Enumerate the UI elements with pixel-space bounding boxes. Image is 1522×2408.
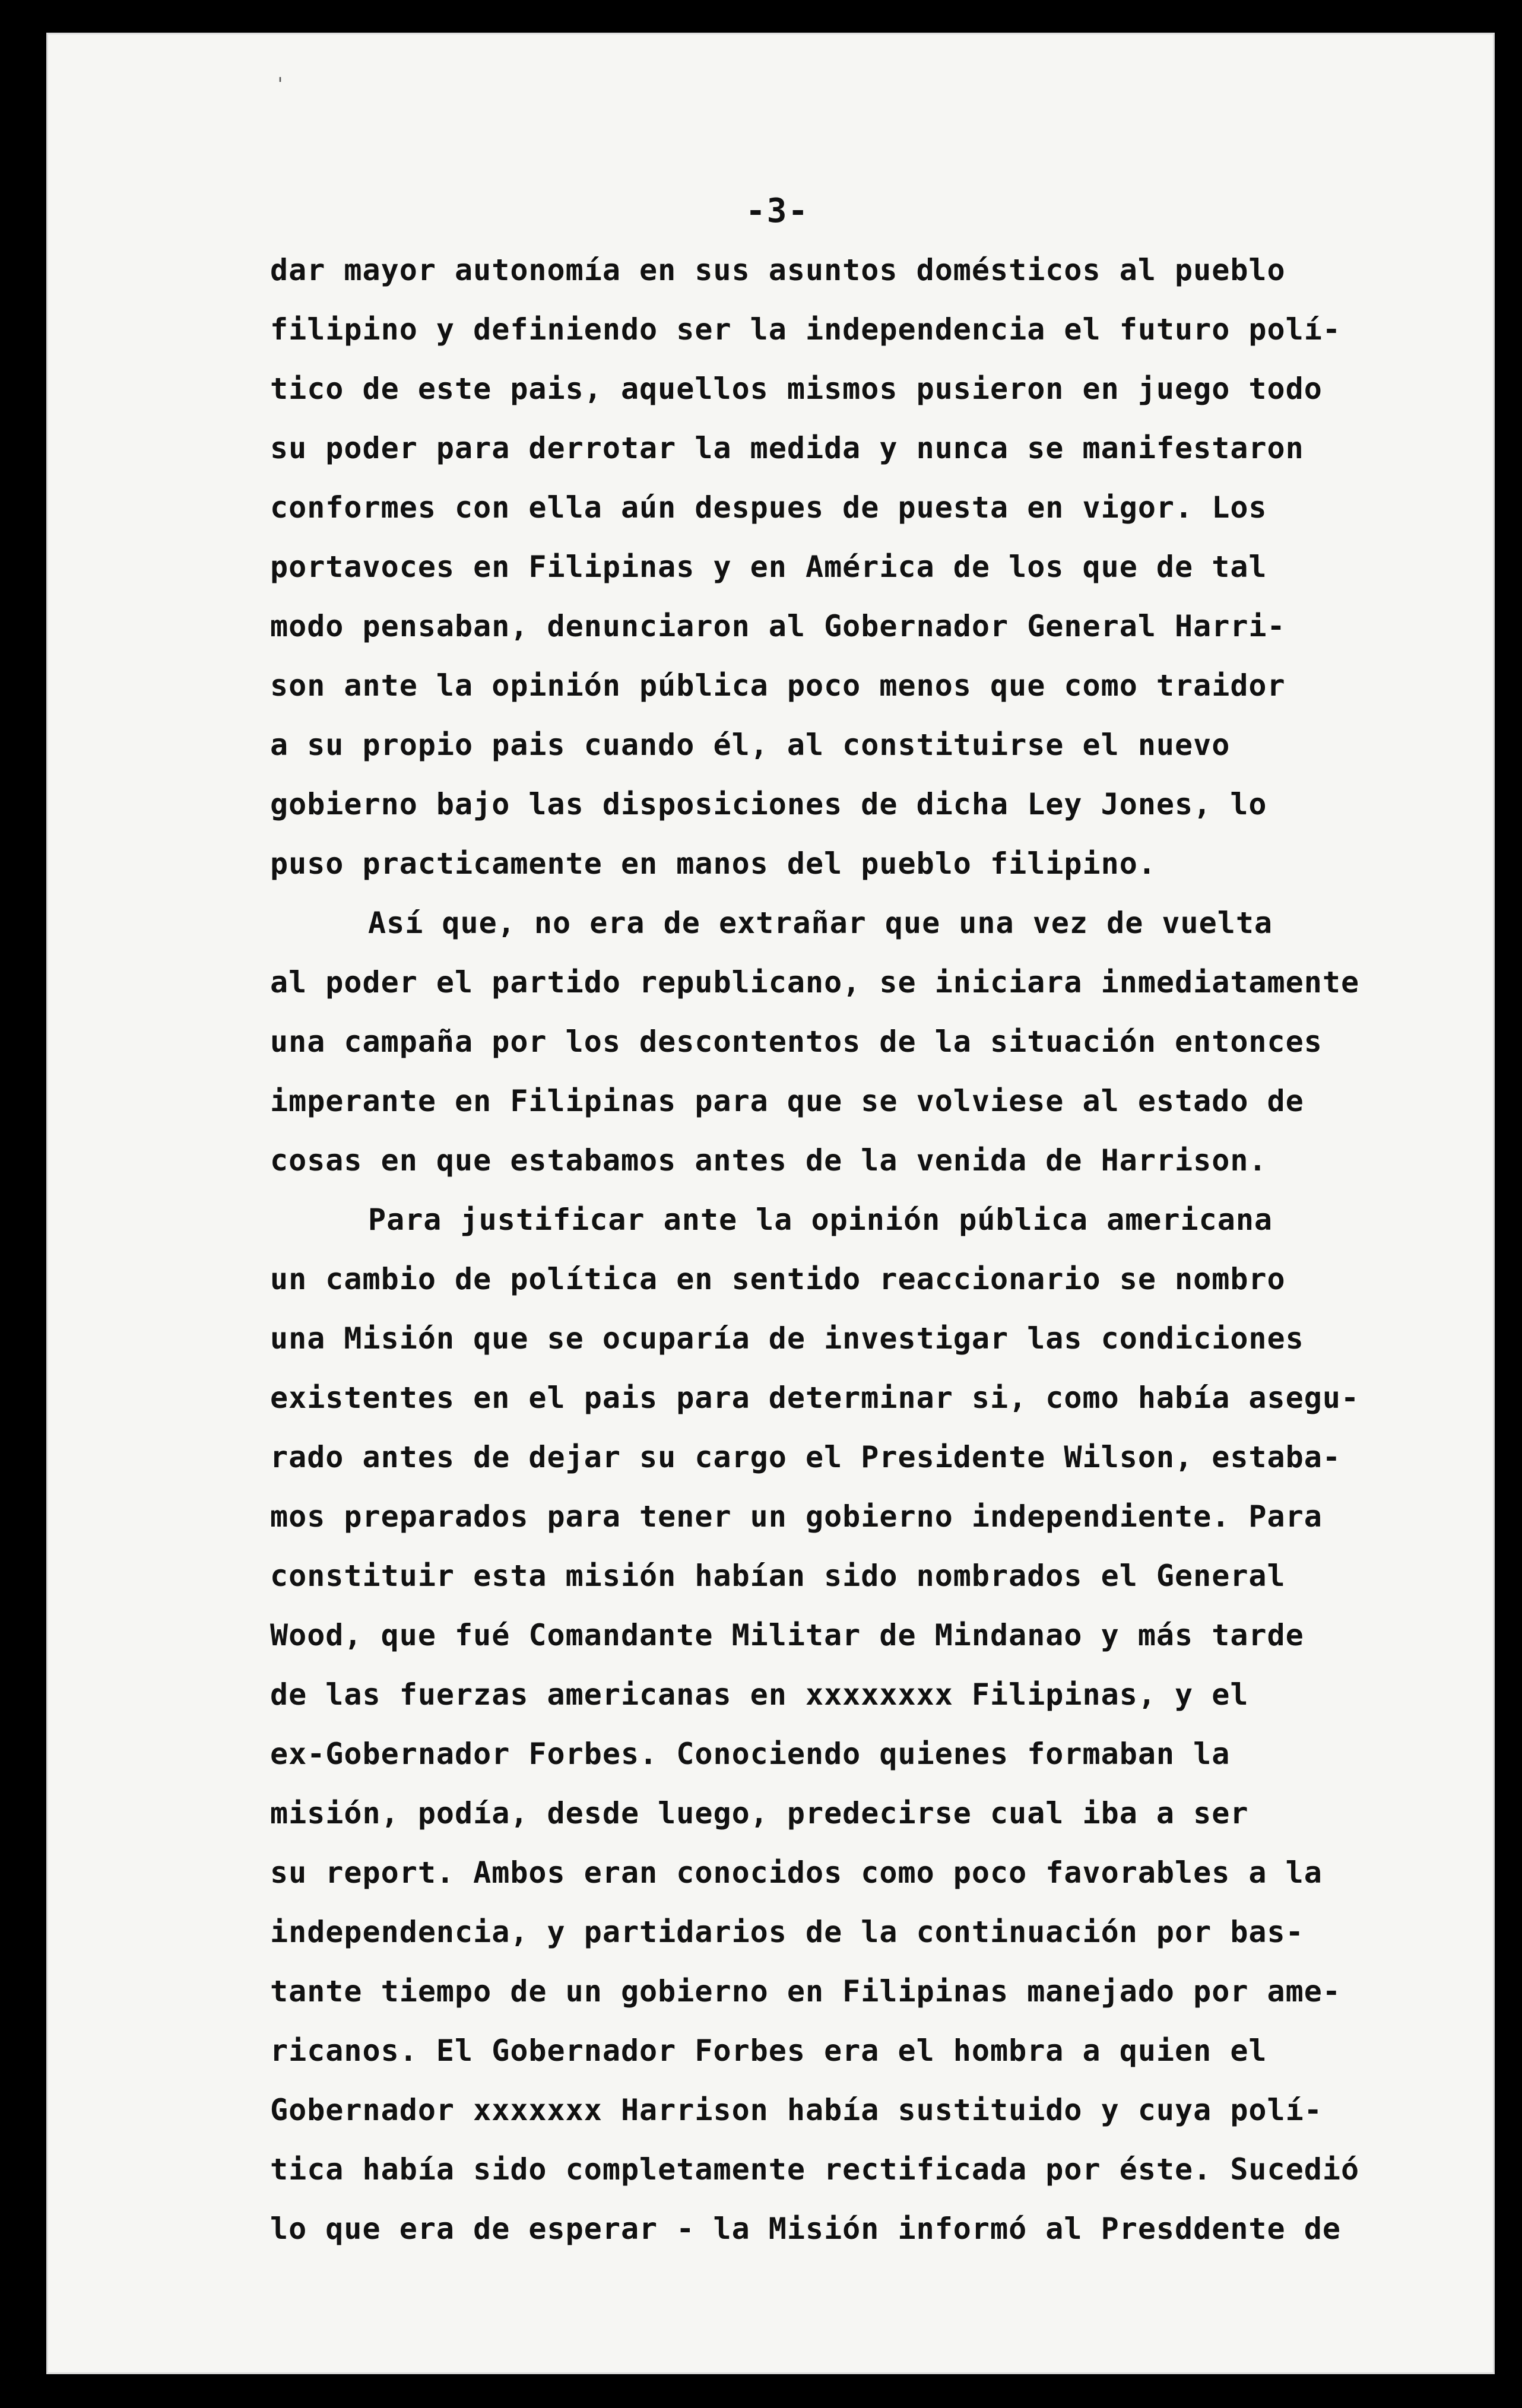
paragraph-1: dar mayor autonomía en sus asuntos domésticos al pueblo filipino y definiendo ser la independencia el futuro polí- tico de este pais, aquellos mismos pusieron en juego todo su poder para derrotar la medida y nunca se manifestaron conformes con ella aún despues de puesta en vigor. Los portavoces en Filipinas y en América de los que de tal modo pensaban, denunciaron al Gobernador General Harri- son ante la opinión pública poco menos que como traidor a su propio pais cuando él, al constituirse el nuevo gobierno bajo las disposiciones de dicha Ley Jones, lo puso practicamente en manos del pueblo filipino.: [270, 253, 1341, 881]
stray-mark: ': [275, 74, 286, 95]
page-number: -3-: [746, 192, 810, 230]
paragraph-2: Así que, no era de extrañar que una vez de vuelta al poder el partido republicano, se iniciara inmediatamente una campaña por los descontentos de la situación entonces imperante en Filipinas para que se volviese al estado de cosas en que estabamos antes de la venida de Harrison.: [270, 906, 1360, 1178]
body-text: [270, 240, 1434, 2258]
paragraph-3: Para justificar ante la opinión pública americana un cambio de política en sentido reaccionario se nombro una Misión que se ocuparía de investigar las condiciones existentes en el pais para determinar si, como había asegu- rado antes de dejar su cargo el Presidente Wilson, estaba- mos preparados para tener un gobierno independiente. Para constituir esta misión habían sido nombrados el General Wood, que fué Comandante Militar de Mindanao y más tarde de las fuerzas americanas en xxxxxxxx Filipinas, y el ex-Gobernador Forbes. Conociendo quienes formaban la misión, podía, desde luego, predecirse cual iba a ser su report. Ambos eran conocidos como poco favorables a la independencia, y partidarios de la continuación por bas- tante tiempo de un gobierno en Filipinas manejado por ame- ricanos. El Gobernador Forbes era el hombra a quien el Gobernador xxxxxxx Harrison había sustituido y cuya polí- tica había sido completamente rectificada por éste. Sucedió lo que era de esperar - la Misión informó al Presddente de: [270, 1203, 1360, 2246]
